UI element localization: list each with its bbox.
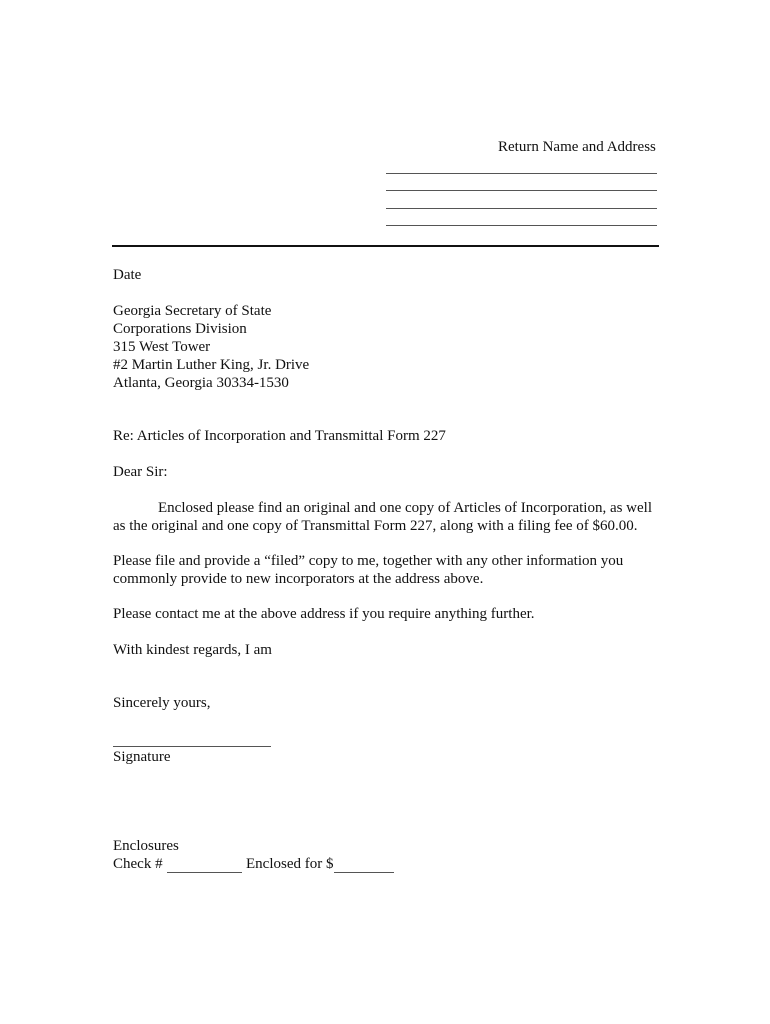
date-label: Date: [113, 267, 142, 283]
body-paragraph-3: Please contact me at the above address if you require anything further.: [113, 606, 535, 622]
return-address-line-2[interactable]: [386, 190, 657, 191]
recipient-line: 315 West Tower: [113, 339, 211, 355]
recipient-line: Georgia Secretary of State: [113, 303, 272, 319]
body-paragraph-4: With kindest regards, I am: [113, 642, 272, 658]
check-number-field[interactable]: [167, 872, 242, 873]
enclosed-amount-label: Enclosed for $: [246, 856, 334, 872]
closing: Sincerely yours,: [113, 695, 211, 711]
body-paragraph-1-line-2: as the original and one copy of Transmittal Form 227, along with a filing fee of $60.00.: [113, 518, 638, 534]
signature-line[interactable]: [113, 746, 271, 747]
body-paragraph-1-line-1: Enclosed please find an original and one copy of Articles of Incorporation, as well: [158, 500, 653, 516]
body-paragraph-2-line-1: Please file and provide a “filed” copy to me, together with any other information you: [113, 553, 624, 569]
header-divider: [112, 245, 659, 247]
return-address-line-3[interactable]: [386, 208, 657, 209]
recipient-line: Corporations Division: [113, 321, 247, 337]
check-number-label: Check #: [113, 856, 163, 872]
recipient-line: Atlanta, Georgia 30334-1530: [113, 375, 289, 391]
return-address-title: Return Name and Address: [498, 139, 656, 155]
return-address-line-1[interactable]: [386, 173, 657, 174]
enclosed-amount-field[interactable]: [334, 872, 394, 873]
signature-label: Signature: [113, 749, 171, 765]
body-paragraph-2-line-2: commonly provide to new incorporators at the address above.: [113, 571, 484, 587]
return-address-line-4[interactable]: [386, 225, 657, 226]
enclosures-label: Enclosures: [113, 838, 179, 854]
re-line: Re: Articles of Incorporation and Transmittal Form 227: [113, 428, 446, 444]
salutation: Dear Sir:: [113, 464, 168, 480]
recipient-line: #2 Martin Luther King, Jr. Drive: [113, 357, 310, 373]
